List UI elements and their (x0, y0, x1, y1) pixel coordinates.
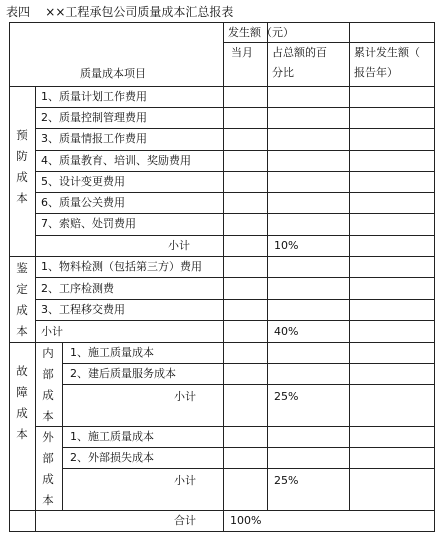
category-appraisal: 鉴定成本 (16, 261, 28, 338)
title-text: ××工程承包公司质量成本汇总报表 (45, 5, 234, 19)
appraisal-item: 1、物料检测（包括第三方）费用 (41, 260, 202, 273)
header-share-line2: 分比 (272, 66, 294, 79)
header-share-line1: 占总额的百 (272, 46, 327, 59)
prevention-item: 6、质量公关费用 (41, 196, 125, 209)
header-amount-group: 发生额（元） (228, 26, 294, 39)
total-label: 合计 (174, 514, 196, 527)
prevention-item: 7、索赔、处罚费用 (41, 217, 136, 230)
appraisal-subtotal-label: 小计 (41, 325, 63, 338)
prevention-item: 3、质量情报工作费用 (41, 132, 147, 145)
external-subtotal-share: 25% (274, 474, 299, 487)
internal-item: 2、建后质量服务成本 (70, 367, 176, 380)
category-failure: 故障成本 (16, 364, 28, 441)
header-cumulative-line2: 报告年） (354, 66, 398, 79)
table-number: 表四 (6, 5, 31, 19)
internal-item: 1、施工质量成本 (70, 346, 154, 359)
category-prevention: 预防成本 (16, 128, 28, 205)
header-item-column: 质量成本项目 (80, 67, 146, 80)
prevention-item: 4、质量教育、培训、奖励费用 (41, 154, 191, 167)
failure-external-label: 外部成本 (42, 430, 54, 507)
report-title (6, 3, 233, 20)
failure-internal-label: 内部成本 (42, 346, 54, 423)
external-subtotal-label: 小计 (174, 474, 196, 487)
prevention-item: 1、质量计划工作费用 (41, 90, 147, 103)
external-item: 2、外部损失成本 (70, 451, 154, 464)
appraisal-item: 2、工序检测费 (41, 282, 114, 295)
header-cumulative-line1: 累计发生额（ (354, 46, 420, 59)
total-month: 100% (230, 514, 262, 527)
prevention-subtotal-label: 小计 (168, 239, 190, 252)
prevention-item: 2、质量控制管理费用 (41, 111, 147, 124)
prevention-item: 5、设计变更费用 (41, 175, 125, 188)
appraisal-item: 3、工程移交费用 (41, 303, 125, 316)
internal-subtotal-label: 小计 (174, 390, 196, 403)
header-month: 当月 (231, 46, 253, 59)
external-item: 1、施工质量成本 (70, 430, 154, 443)
appraisal-subtotal-share: 40% (274, 325, 299, 338)
prevention-subtotal-share: 10% (274, 239, 299, 252)
internal-subtotal-share: 25% (274, 390, 299, 403)
